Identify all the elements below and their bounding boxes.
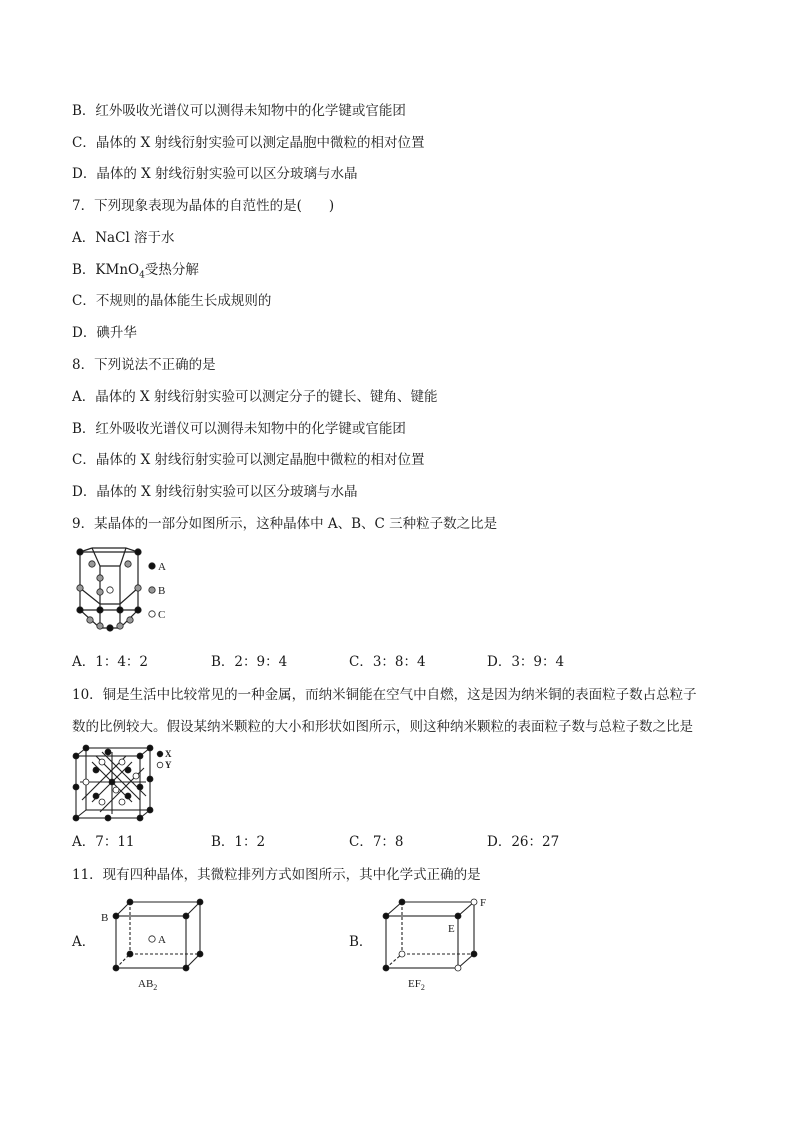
q9-atom-b	[97, 623, 103, 629]
q9-legend-b-dot	[149, 587, 155, 593]
q11b-atom-e	[471, 951, 477, 957]
q9-atom-a	[107, 625, 113, 631]
prev-option-d: D．晶体的 X 射线衍射实验可以区分玻璃与水晶	[72, 166, 358, 182]
q11a-atom-b	[127, 951, 133, 957]
q9-legend-a: A	[158, 561, 166, 573]
q9-atom-b	[97, 589, 103, 595]
q11a-atom-b	[197, 899, 203, 905]
q11a-formula	[138, 978, 157, 992]
q11b-atom-e	[383, 913, 389, 919]
q9-answer-d: D．3：9：4	[487, 654, 565, 670]
q11-stem: 11．现有四种晶体，其微粒排列方式如图所示，其中化学式正确的是	[72, 867, 481, 883]
q8-option-c: C．晶体的 X 射线衍射实验可以测定晶胞中微粒的相对位置	[72, 452, 425, 468]
q11b-formula	[408, 978, 425, 992]
q9-atom-b	[125, 561, 131, 567]
q11-option-a: A．	[72, 934, 96, 950]
q11b-atom-e	[383, 965, 389, 971]
q7-option-c: C．不规则的晶体能生长成规则的	[72, 293, 272, 309]
q10-legend-x: X	[165, 749, 172, 759]
q9-legend-c-dot	[149, 611, 155, 617]
q10-atom-x	[125, 793, 131, 799]
q10-atom-x	[137, 815, 143, 821]
q7-option-b-tail: 受热分解	[144, 262, 199, 278]
q11a-atom-b	[183, 913, 189, 919]
q11b-formula-sub: 2	[420, 983, 425, 992]
q7-option-a: A．NaCl 溶于水	[72, 230, 175, 246]
q11a-formula-main: AB	[138, 978, 154, 990]
q10-atom-y	[113, 787, 119, 793]
q11b-formula-main: EF	[408, 978, 421, 990]
q11-figure-b	[372, 894, 492, 994]
q10-atom-y	[83, 779, 89, 785]
q11b-label-e: E	[448, 923, 455, 935]
q11b-atom-f	[455, 965, 461, 971]
q11-option-b: B．	[349, 934, 373, 950]
q8-option-a: A．晶体的 X 射线衍射实验可以测定分子的键长、键角、键能	[72, 389, 438, 405]
q10-atom-y	[119, 799, 125, 805]
q9-atom-b	[117, 623, 123, 629]
q9-answer-b: B．2：9：4	[211, 654, 288, 670]
q11a-atom-b	[197, 951, 203, 957]
q9-atom-a	[77, 607, 83, 613]
q9-atom-a	[135, 607, 141, 613]
q11a-atom-a	[149, 936, 155, 942]
prev-option-b: B．红外吸收光谱仪可以测得未知物中的化学键或官能团	[72, 103, 406, 119]
q7-option-b-sub: 4	[139, 270, 145, 281]
q8-option-b: B．红外吸收光谱仪可以测得未知物中的化学键或官能团	[72, 421, 406, 437]
q9-atom-b	[77, 585, 83, 591]
q11a-label-a: A	[158, 934, 166, 946]
q10-nanoparticle-figure	[72, 742, 182, 824]
q9-legend-a-dot	[149, 563, 155, 569]
q11a-formula-sub: 2	[153, 983, 158, 992]
q10-answer-a: A．7：11	[72, 834, 135, 850]
q9-crystal-figure	[70, 542, 180, 638]
q10-atom-y	[119, 759, 125, 765]
q10-atom-x	[73, 753, 79, 759]
q9-answer-c: C．3：8：4	[349, 654, 426, 670]
q11a-label-b: B	[101, 912, 109, 924]
q10-atom-x	[93, 793, 99, 799]
q10-atom-y	[99, 759, 105, 765]
q10-atom-y	[99, 799, 105, 805]
q11b-atom-f	[471, 899, 477, 905]
q9-atom-b	[89, 561, 95, 567]
q10-atom-x	[73, 784, 79, 790]
q11a-atom-b	[127, 899, 133, 905]
q11a-atom-b	[113, 913, 119, 919]
q9-atom-b	[127, 617, 133, 623]
q9-answer-a: A．1：4：2	[72, 654, 149, 670]
q10-atom-x	[147, 807, 153, 813]
q11a-atom-b	[183, 965, 189, 971]
q11-figure-a	[96, 894, 216, 994]
q9-atom-b	[135, 585, 141, 591]
q10-legend-y: Y	[165, 760, 172, 770]
q10-legend-x-dot	[157, 751, 163, 757]
q11b-atom-e	[399, 899, 405, 905]
q11a-atom-b	[113, 965, 119, 971]
q11b-atom-e	[455, 913, 461, 919]
q9-atom-b	[87, 617, 93, 623]
q9-stem: 9．某晶体的一部分如图所示，这种晶体中 A、B、C 三种粒子数之比是	[72, 516, 498, 532]
q9-atom-b	[97, 575, 103, 581]
q10-legend-y-dot	[157, 762, 163, 768]
q8-stem: 8．下列说法不正确的是	[72, 357, 216, 373]
q8-option-d: D．晶体的 X 射线衍射实验可以区分玻璃与水晶	[72, 484, 358, 500]
q9-legend-b: B	[158, 585, 166, 597]
q10-atom-x	[105, 815, 111, 821]
q10-stem-line2: 数的比例较大。假设某纳米颗粒的大小和形状如图所示，则这种纳米颗粒的表面粒子数与总粒子数之比是	[72, 719, 693, 735]
prev-option-c: C．晶体的 X 射线衍射实验可以测定晶胞中微粒的相对位置	[72, 135, 425, 151]
q10-atom-x	[137, 784, 143, 790]
q10-answer-d: D．26：27	[487, 834, 560, 850]
q9-atom-c	[107, 587, 113, 593]
q9-atom-a	[77, 549, 83, 555]
q9-atom-a	[117, 607, 123, 613]
q10-atom-x	[147, 776, 153, 782]
q10-atom-x	[83, 745, 89, 751]
q10-atom-x	[109, 779, 115, 785]
q7-stem: 7．下列现象表现为晶体的自范性的是( )	[72, 198, 335, 214]
q10-answer-b: B．1：2	[211, 834, 266, 850]
q7-option-d: D．碘升华	[72, 325, 137, 341]
q9-atom-a	[135, 549, 141, 555]
q10-answer-c: C．7：8	[349, 834, 404, 850]
q10-atom-x	[73, 815, 79, 821]
q10-atom-x	[105, 749, 111, 755]
q7-option-b-text: B．KMnO	[72, 262, 140, 278]
q11b-atom-f	[399, 951, 405, 957]
q9-legend-c: C	[158, 609, 166, 621]
q10-atom-x	[125, 767, 131, 773]
q10-stem-line1: 10．铜是生活中比较常见的一种金属，而纳米铜能在空气中自燃，这是因为纳米铜的表面粒子数占总粒子	[72, 687, 697, 703]
q10-atom-x	[93, 767, 99, 773]
q10-atom-x	[137, 753, 143, 759]
q10-atom-y	[133, 773, 139, 779]
q9-atom-a	[97, 607, 103, 613]
q10-atom-x	[147, 745, 153, 751]
q11b-label-f: F	[480, 897, 487, 909]
q7-option-b	[72, 261, 199, 285]
